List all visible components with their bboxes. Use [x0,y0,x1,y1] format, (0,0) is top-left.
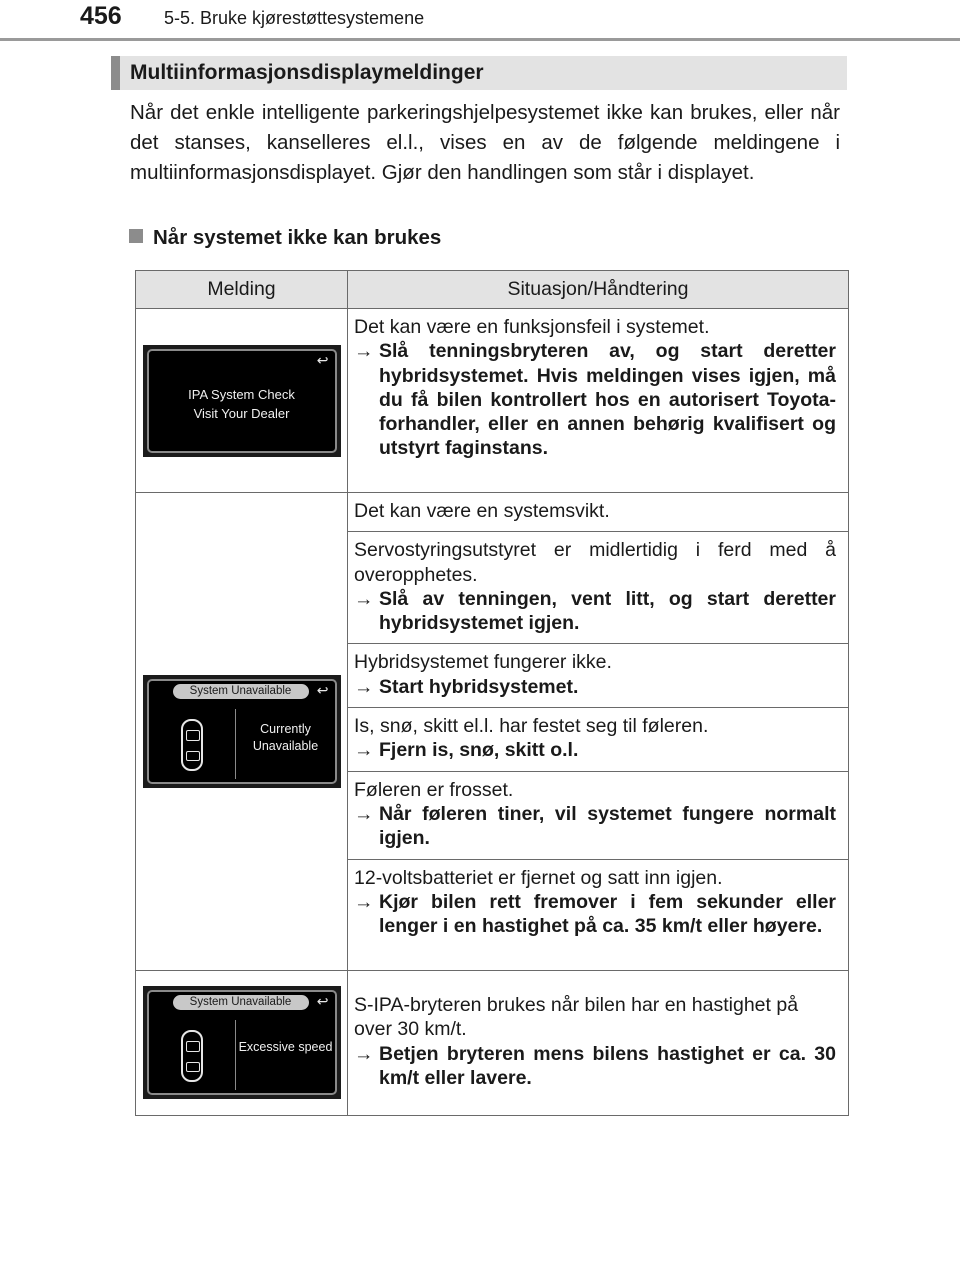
action-text: → Kjør bilen rett fremover i fem sekunder eller lenger i en hastighet på ca. 35 km/t eller høyere. [354,890,836,938]
situation-text: Is, snø, skitt el.l. har festet seg til føleren. [354,715,709,738]
display-line: IPA System Check [188,386,295,402]
message-cell [136,309,348,493]
arrow-icon: → [354,1042,374,1065]
return-icon: ↩ [316,993,329,1010]
return-icon: ↩ [316,681,329,698]
section-title: Multiinformasjonsdisplaymeldinger [130,61,484,84]
car-icon [181,1030,203,1082]
message-cell [136,970,348,1115]
situation-text: Det kan være en systemsvikt. [354,500,610,522]
display-divider [235,709,236,779]
situation-text: 12-voltsbatteriet er fjernet og satt inn igjen. [354,866,723,889]
car-icon [181,719,203,771]
table-row [136,970,849,1115]
arrow-icon: → [354,739,374,762]
intro-paragraph: Når det enkle intelligente parkeringshjelpesystemet ikke kan brukes, eller når det stanses, kanselleres el.l., vises en av de følgende meldingene i multiinformasjonsdisplayet. Gjør den handlingen som står i displayet. [130,101,840,184]
action-text: → Slå tenningsbryteren av, og start deretter hybridsystemet. Hvis meldingen vises igjen, må du få bilen kontrollert hos en autorisert Toyota-forhandler, eller en annen behørig kvalifisert og utstyrt faginstans. [354,340,836,460]
display-system-unavailable [143,675,341,788]
display-line: Excessive speed [238,1040,333,1055]
action-text: → Start hybridsystemet. [354,675,579,698]
chapter-title: 5-5. Bruke kjørestøttesystemene [164,8,425,28]
message-cell [136,493,348,971]
subheading-text: Når systemet ikke kan brukes [153,226,442,249]
section-title-bar [111,56,847,90]
situation-cell [348,771,849,859]
display-banner: System Unavailable [173,995,309,1010]
display-line: Visit Your Dealer [193,405,290,421]
display-ipa-system-check [143,345,341,457]
table-row [136,493,849,532]
arrow-icon: → [354,340,374,363]
display-excessive-speed [143,986,341,1099]
situation-cell [348,708,849,772]
situation-cell [348,532,849,644]
situation-cell [348,644,849,708]
arrow-icon: → [354,675,374,698]
situation-cell [348,970,849,1115]
display-banner: System Unavailable [173,684,309,699]
situation-text: Føleren er frosset. [354,778,514,801]
situation-cell [348,859,849,970]
situation-text: Hybridsystemet fungerer ikke. [354,651,612,674]
action-text: → Fjern is, snø, skitt o.l. [354,739,579,762]
situation-text: Det kan være en funksjonsfeil i systemet. [354,316,710,338]
arrow-icon: → [354,802,374,825]
square-bullet-icon [129,229,143,243]
header-rule [0,38,960,41]
action-text: → Betjen bryteren mens bilens hastighet er ca. 30 km/t eller lavere. [354,1042,836,1089]
display-line: Unavailable [252,738,319,753]
situation-text: Servostyringsutstyret er midlertidig i ferd med å overopphetes. [354,539,836,586]
situation-cell [348,493,849,532]
arrow-icon: → [354,890,374,913]
display-divider [235,1020,236,1090]
return-icon: ↩ [316,351,329,368]
situation-cell [348,309,849,493]
column-header-situation: Situasjon/Håndtering [348,271,849,309]
message-table [135,270,849,1116]
situation-text: S-IPA-bryteren brukes når bilen har en hastighet på over 30 km/t. [354,993,799,1041]
table-row [136,309,849,493]
action-text: → Slå av tenningen, vent litt, og start deretter hybridsystemet igjen. [354,587,836,635]
page-number: 456 [80,2,122,30]
action-text: → Når føleren tiner, vil systemet fungere normalt igjen. [354,802,836,850]
column-header-message: Melding [136,271,348,309]
subheading [129,226,441,250]
arrow-icon: → [354,587,374,610]
display-line: Currently [260,721,311,736]
